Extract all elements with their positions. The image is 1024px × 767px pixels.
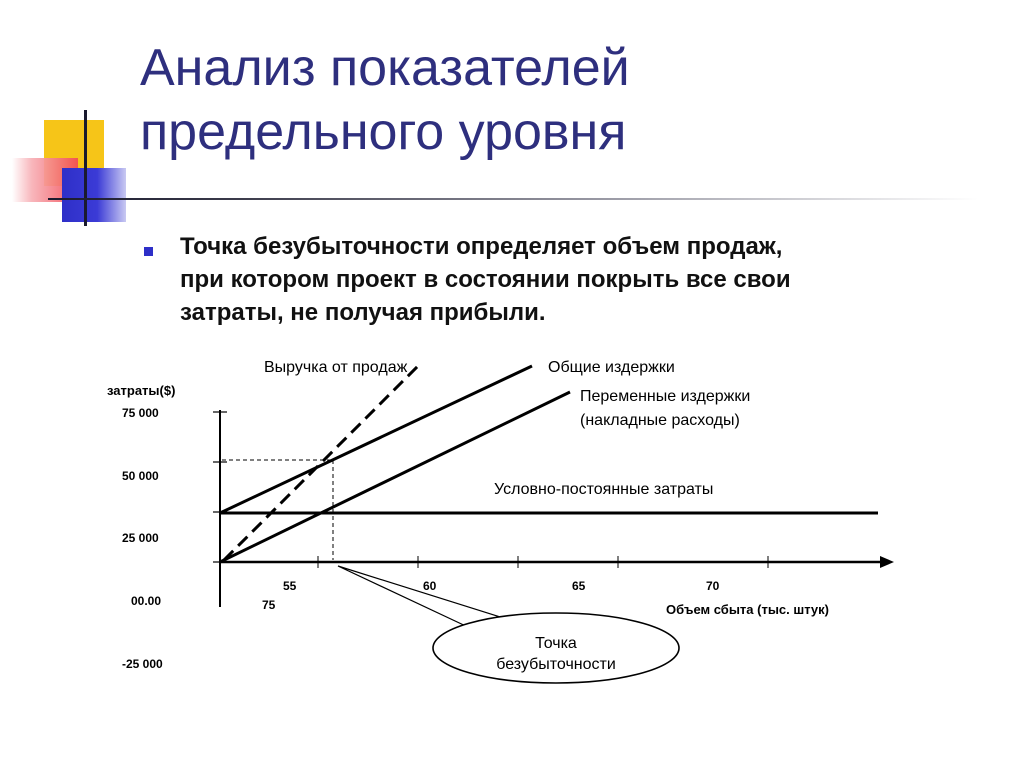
y-axis-title: затраты($) bbox=[107, 383, 176, 398]
revenue-line bbox=[224, 366, 418, 560]
bullet-text-line: затраты, не получая прибыли. bbox=[180, 299, 546, 326]
bullet-text-line: Точка безубыточности определяет объем продаж, bbox=[180, 233, 783, 260]
variable-costs-label: Переменные издержки bbox=[580, 388, 751, 405]
total-costs-label: Общие издержки bbox=[548, 359, 675, 376]
x-tick-label: 70 bbox=[706, 579, 720, 593]
x-tick-label: 75 bbox=[262, 598, 276, 612]
total-costs-line bbox=[220, 366, 532, 513]
y-tick-label: 75 000 bbox=[122, 406, 159, 420]
slide-title-line: Анализ показателей bbox=[140, 39, 630, 97]
callout-text-line: безубыточности bbox=[496, 656, 616, 673]
y-tick-label: 50 000 bbox=[122, 469, 159, 483]
variable-costs-label: (накладные расходы) bbox=[580, 412, 740, 429]
y-tick-label: 00.00 bbox=[131, 594, 162, 608]
variable-costs-line bbox=[220, 392, 570, 562]
x-tick-label: 60 bbox=[423, 579, 437, 593]
x-tick-label: 65 bbox=[572, 579, 586, 593]
revenue-label: Выручка от продаж bbox=[264, 359, 408, 376]
slide-title-line: предельного уровня bbox=[140, 103, 627, 161]
y-tick-label: 25 000 bbox=[122, 531, 159, 545]
callout-text-line: Точка bbox=[535, 635, 577, 652]
y-tick-label: -25 000 bbox=[122, 657, 163, 671]
x-axis-title: Объем сбыта (тыс. штук) bbox=[666, 602, 829, 617]
x-axis-arrow bbox=[880, 556, 894, 568]
fixed-costs-label: Условно-постоянные затраты bbox=[494, 481, 714, 498]
x-tick-label: 55 bbox=[283, 579, 297, 593]
bullet-text-line: при котором проект в состоянии покрыть все свои bbox=[180, 266, 791, 293]
